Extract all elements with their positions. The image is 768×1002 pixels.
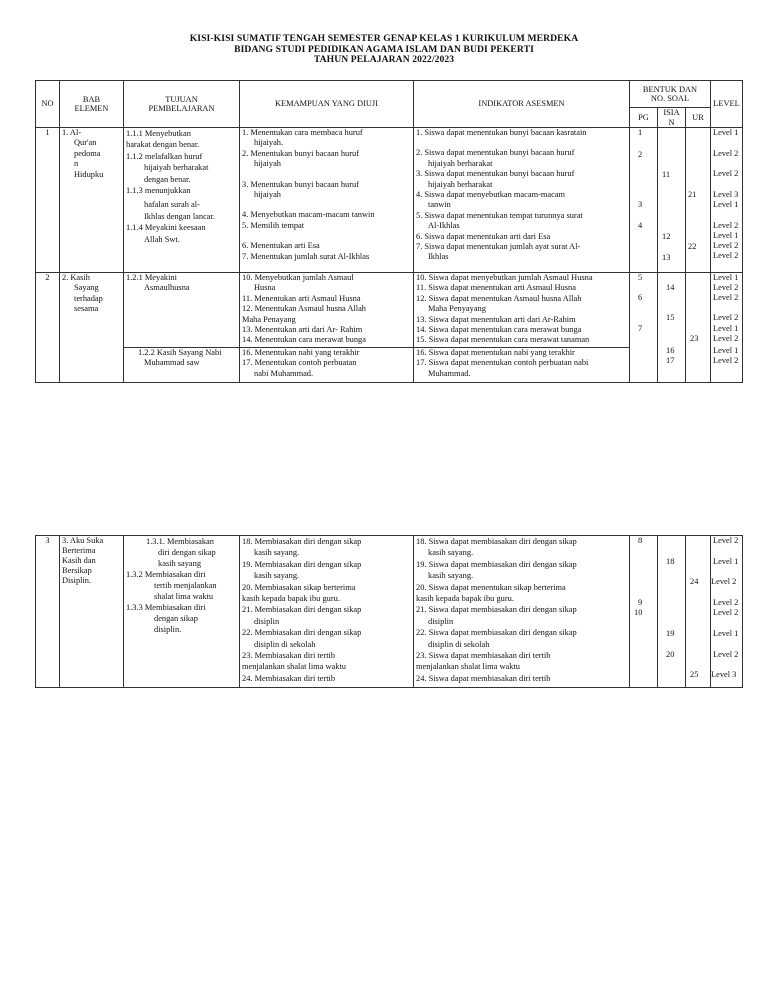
row-isian: 18 19 20	[658, 536, 686, 688]
row-kemampuan: 10. Menyebutkan jumlah Asmaul Husna 11. Menentukan arti Asmaul Husna 12. Menentukan Asmaul husna Allah Maha Penayang 13. Menentukan arti dari Ar- Rahim 14. Menentukan cara merawat bunga	[240, 273, 414, 348]
row-ur: 21 22	[686, 128, 711, 273]
row-level: Level 2 Level 1 Level 2 Level 2 Level 2 Level 1 Level 2 Level 3	[711, 536, 743, 688]
header-pg: PG	[630, 108, 658, 128]
document-title	[0, 34, 768, 66]
grid-table-page-1	[35, 80, 743, 383]
header-bab: BAB ELEMEN	[60, 81, 124, 128]
row-no: 2	[36, 273, 60, 383]
title-line-2: BIDANG STUDI PEDIDIKAN AGAMA ISLAM DAN BUDI PEKERTI	[234, 43, 534, 55]
row-bab: 3. Aku Suka Berterima Kasih dan Bersikap Disiplin.	[60, 536, 124, 688]
header-level: LEVEL	[711, 81, 743, 128]
row-tujuan: 1.3.1. Membiasakan diri dengan sikap kasih sayang 1.3.2 Membiasakan diri tertib menjalankan shalat lima waktu 1.3.3 Membiasakan diri dengan sikap disiplin.	[124, 536, 240, 688]
row-ur: 23	[686, 273, 711, 383]
header-no: NO	[36, 81, 60, 128]
table-row	[36, 273, 743, 348]
header-kemampuan: KEMAMPUAN YANG DIUJI	[240, 81, 414, 128]
row-bab: 1. Al- Qur'an pedoma n Hidupku	[60, 128, 124, 273]
row-indikator: 10. Siswa dapat menyebutkan jumlah Asmaul Husna 11. Siswa dapat menentukan arti Asmaul Husna 12. Siswa dapat menentukan Asmaul husna Allah Maha Penyayang 13. Siswa dapat menentukan arti dari Ar-Rahim 14. Siswa dapat menentukan cara merawat bunga 15. Siswa dapat menentukan cara merawat tanaman	[414, 273, 630, 348]
header-ur: UR	[686, 108, 711, 128]
row-kemampuan: 18. Membiasakan diri dengan sikap kasih sayang. 19. Membiasakan diri dengan sikap kasih sayang. 20. Membiasakan sikap berterima kasih kepada bapak ibu guru. 21. Membiasakan diri dengan sikap disiplin 22. Membiasakan diri dengan sikap disiplin di sekolah 23. Membiasakan diri tertib menjalankan shalat lima waktu 24. Membiasakan diri tertib	[240, 536, 414, 688]
row-indikator: 1. Siswa dapat menentukan bunyi bacaan kasratain 2. Siswa dapat menentukan bunyi bacaan huruf hijaiyah berharakat 3. Siswa dapat menentukan bunyi bacaan huruf hijaiyah berharakat 4. Siswa dapat menyebutkan macam-macam tanwin 5. Siswa dapat menentukan tempat turunnya surat Al-Ikhlas 6. Siswa dapat menentukan arti dari Esa 7. Siswa dapat menentukan jumlah ayat surat Al- Ikhlas	[414, 128, 630, 273]
title-line-3: TAHUN PELAJARAN 2022/2023	[313, 54, 455, 65]
row-bab: 2. Kasih Sayang terhadap sesama	[60, 273, 124, 383]
row-kemampuan: 16. Menentukan nabi yang terakhir 17. Menentukan contoh perbuatan nabi Muhammad.	[240, 348, 414, 383]
row-tujuan: 1.2.2 Kasih Sayang Nabi Muhammad saw	[124, 348, 240, 383]
header-indikator: INDIKATOR ASESMEN	[414, 81, 630, 128]
header-tujuan: TUJUAN PEMBELAJARAN	[124, 81, 240, 128]
row-pg: 5 6 7	[630, 273, 658, 383]
row-pg: 8 9 10	[630, 536, 658, 688]
header-bentuk: BENTUK DAN NO. SOAL	[630, 81, 711, 108]
row-indikator: 18. Siswa dapat membiasakan diri dengan sikap kasih sayang. 19. Siswa dapat membiasakan diri dengan sikap kasih sayang. 20. Siswa dapat menentukan sikap berterima kasih kepada bapak ibu guru. 21. Siswa dapat membiasakan diri dengan sikap disiplin 22. Siswa dapat membiasakan diri dengan sikap disiplin di sekolah 23. Siswa dapat membiasakan diri tertib menjalankan shalat lima waktu 24. Siswa dapat membiasakan diri tertib	[414, 536, 630, 688]
row-isian: 11 12 13	[658, 128, 686, 273]
header-isian: ISIA N	[658, 108, 686, 128]
row-no: 1	[36, 128, 60, 273]
table-row	[36, 128, 743, 273]
row-isian: 14 15 16 17	[658, 273, 686, 383]
row-kemampuan: 1. Menentukan cara membaca huruf hijaiyah. 2. Menentukan bunyi bacaan huruf hijaiyah 3. Menentukan bunyi bacaan huruf hijaiyah 4. Menyebutkan macam-macam tanwin 5. Memilih tempat 6. Menentukan arti Esa 7. Menentukan jumlah surat Al-Ikhlas	[240, 128, 414, 273]
title-line-1: KISI-KISI SUMATIF TENGAH SEMESTER GENAP KELAS 1 KURIKULUM MERDEKA	[189, 33, 579, 44]
row-tujuan: 1.1.1 Menyebutkan harakat dengan benar. 1.1.2 melafalkan huruf hijaiyah berharakat dengan benar. 1.1.3 menunjukkan hafalan surah al- Ikhlas dengan lancar. 1.1.4 Meyakini keesaan Allah Swt.	[124, 128, 240, 273]
row-no: 3	[36, 536, 60, 688]
row-pg: 1 2 3 4	[630, 128, 658, 273]
row-tujuan: 1.2.1 Meyakini Asmaulhusna	[124, 273, 240, 348]
row-level: Level 1 Level 2 Level 2 Level 3 Level 1 Level 2 Level 1 Level 2 Level 2	[711, 128, 743, 273]
row-ur: 24 25	[686, 536, 711, 688]
row-level: Level 1 Level 2 Level 2 Level 2 Level 1 Level 2 Level 1 Level 2	[711, 273, 743, 383]
row-indikator: 16. Siswa dapat menentukan nabi yang terakhir 17. Siswa dapat menentukan contoh perbuatan nabi Muhammad.	[414, 348, 630, 383]
grid-table-page-2	[35, 535, 743, 688]
table-row	[36, 536, 743, 688]
